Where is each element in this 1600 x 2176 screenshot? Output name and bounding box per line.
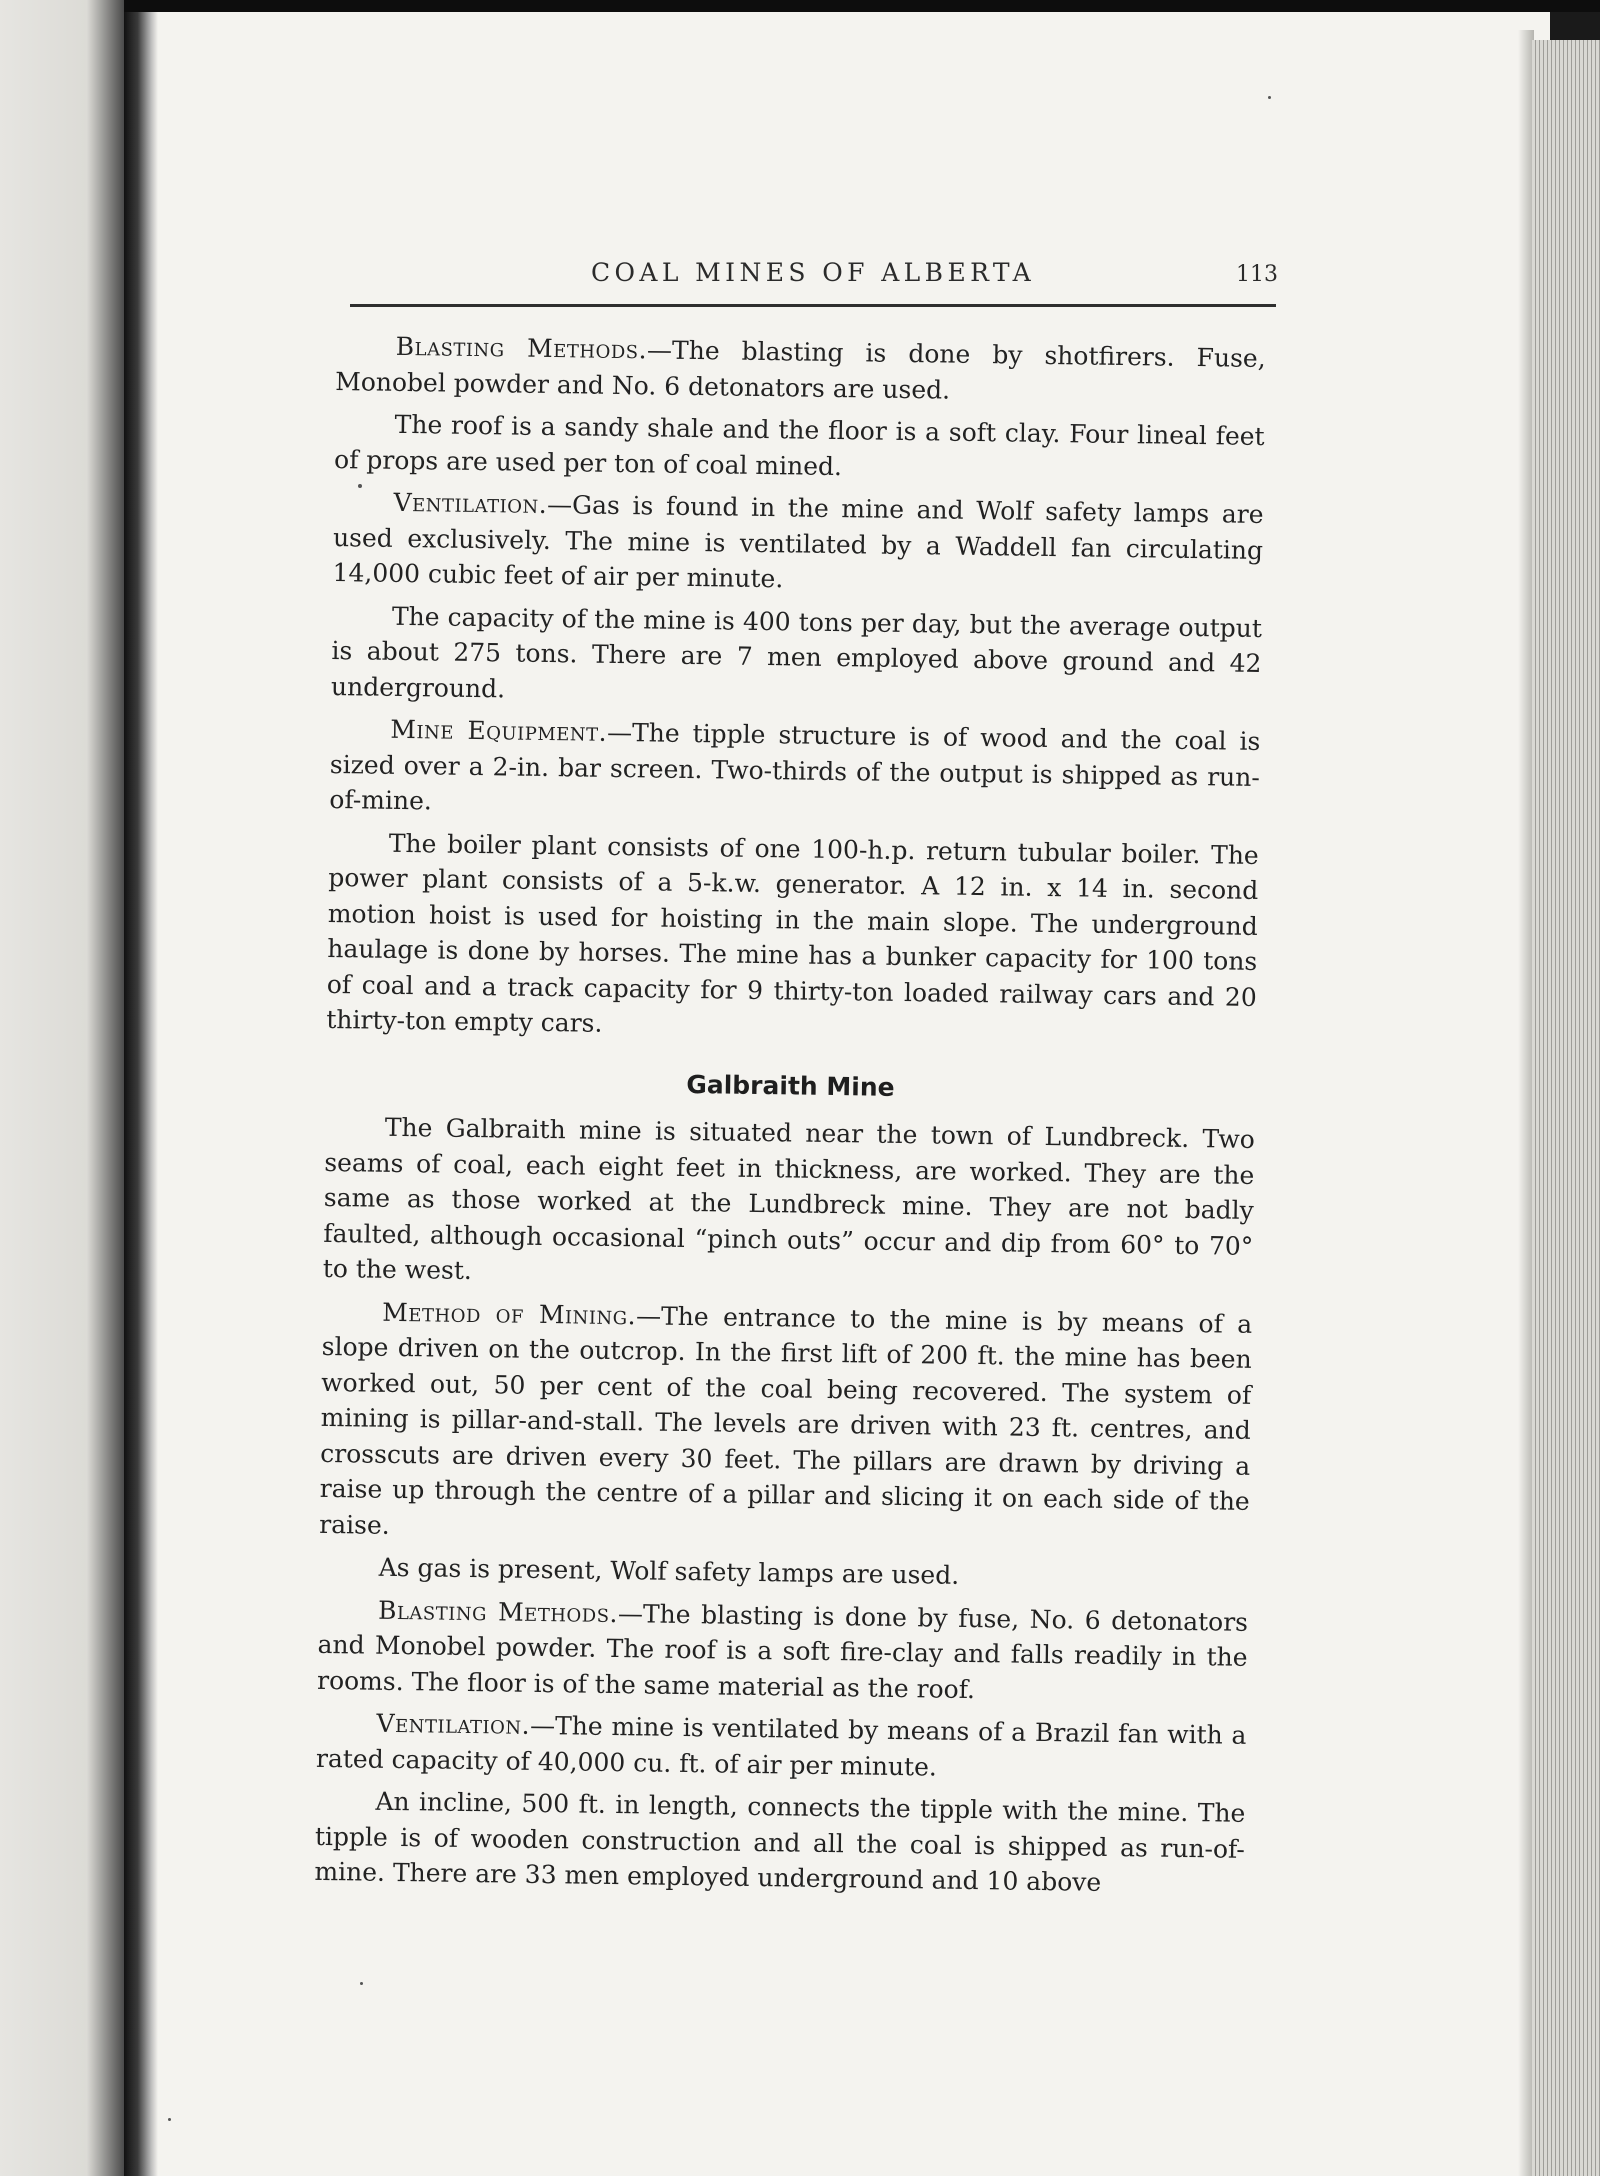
paragraph-lead: Blasting Methods. <box>377 1595 619 1628</box>
page-number: 113 <box>1236 262 1278 287</box>
dust-speck <box>168 2118 171 2121</box>
paragraph-text: An incline, 500 ft. in length, connects the tipple with the mine. The tipple is of wooden construction and all the coal is shipped as run-of-mine. There are 33 men employed underground and 10 above <box>314 1786 1246 1897</box>
paragraph-lead: Method of Mining. <box>382 1297 637 1330</box>
paragraph-lead: Ventilation. <box>376 1708 531 1740</box>
paragraph-text: The Galbraith mine is situated near the town of Lundbreck. Two seams of coal, each eight feet in thickness, are worked. They are the same as those worked at the Lundbreck mine. They are not badly faulted, although occasional “pinch outs” occur and dip from 60° to 70° to the west. <box>322 1112 1255 1285</box>
book-gutter-shadow <box>124 0 158 2176</box>
paragraph <box>335 328 1266 412</box>
paragraph <box>329 711 1260 830</box>
paragraph-text: The boiler plant consists of one 100-h.p. return tubular boiler. The power plant consists of a 5-k.w. generator. A 12 in. x 14 in. second motion hoist is used for hoisting in the main slope. The underground haulage is done by horses. The mine has a bunker capacity for 100 tons of coal and a track capacity for 9 thirty-ton loaded railway cars and 20 thirty-ton empty cars. <box>326 828 1259 1038</box>
paragraph-text: The capacity of the mine is 400 tons per day, but the average output is about 275 tons. There are 7 men employed above ground and 42 underground. <box>330 601 1263 703</box>
paragraph-lead: Mine Equipment. <box>390 714 608 747</box>
paragraph <box>316 1705 1247 1789</box>
body-text <box>314 328 1266 1909</box>
running-header <box>348 252 1278 304</box>
running-title: COAL MINES OF ALBERTA <box>590 258 1036 287</box>
paragraph-text: —The tipple structure is of wood and the coal is sized over a 2-in. bar screen. Two-thirds of the output is shipped as run-of-mine. <box>329 717 1261 816</box>
paragraph <box>334 406 1265 490</box>
paragraph-text: —The mine is ventilated by means of a Brazil fan with a rated capacity of 40,000 cu. ft. of air per minute. <box>315 1710 1247 1782</box>
paragraph <box>326 824 1259 1050</box>
dust-speck <box>1268 96 1271 99</box>
paragraph <box>318 1549 1248 1597</box>
top-edge-shadow <box>124 0 1600 12</box>
paragraph-text: —The entrance to the mine is by means of a slope driven on the outcrop. In the first lift of 200 ft. the mine has been worked out, 50 per cent of the coal being recovered. The system of mining is pillar-and-stall. The levels are driven with 23 ft. centres, and crosscuts are driven every 30 feet. The pillars are drawn by driving a raise up through the centre of a pillar and slicing it on each side of the raise. <box>319 1300 1253 1540</box>
paragraph-text: —Gas is found in the mine and Wolf safety lamps are used exclusively. The mine is ventilated by a Waddell fan circulating 14,000 cubic feet of air per minute. <box>332 489 1264 594</box>
header-rule <box>350 304 1276 307</box>
paragraph <box>314 1783 1245 1902</box>
top-section <box>326 328 1266 1050</box>
paragraph-text: The roof is a sandy shale and the floor is a soft clay. Four lineal feet of props are used per ton of coal mined. <box>333 409 1265 481</box>
dust-speck <box>360 1982 363 1985</box>
section-heading: Galbraith Mine <box>686 1069 895 1102</box>
paragraph-lead: Blasting Methods. <box>395 331 648 365</box>
paragraph-text: As gas is present, Wolf safety lamps are used. <box>378 1552 960 1590</box>
paragraph <box>323 1109 1255 1299</box>
paragraph <box>317 1591 1248 1710</box>
paragraph-lead: Ventilation. <box>393 487 548 519</box>
paragraph <box>332 484 1263 603</box>
paragraph-text: —The blasting is done by shotfirers. Fuse, Monobel powder and No. 6 detonators are used. <box>335 335 1266 405</box>
paragraph <box>319 1293 1252 1554</box>
galbraith-section <box>314 1109 1255 1902</box>
stacked-page-edges <box>1532 40 1600 2176</box>
paragraph-text: —The blasting is done by fuse, No. 6 detonators and Monobel powder. The roof is a soft fire-clay and falls readily in the rooms. The floor is of the same material as the roof. <box>316 1598 1249 1704</box>
facing-page-edge <box>0 0 124 2176</box>
dust-speck <box>358 484 362 488</box>
paragraph <box>331 597 1262 716</box>
